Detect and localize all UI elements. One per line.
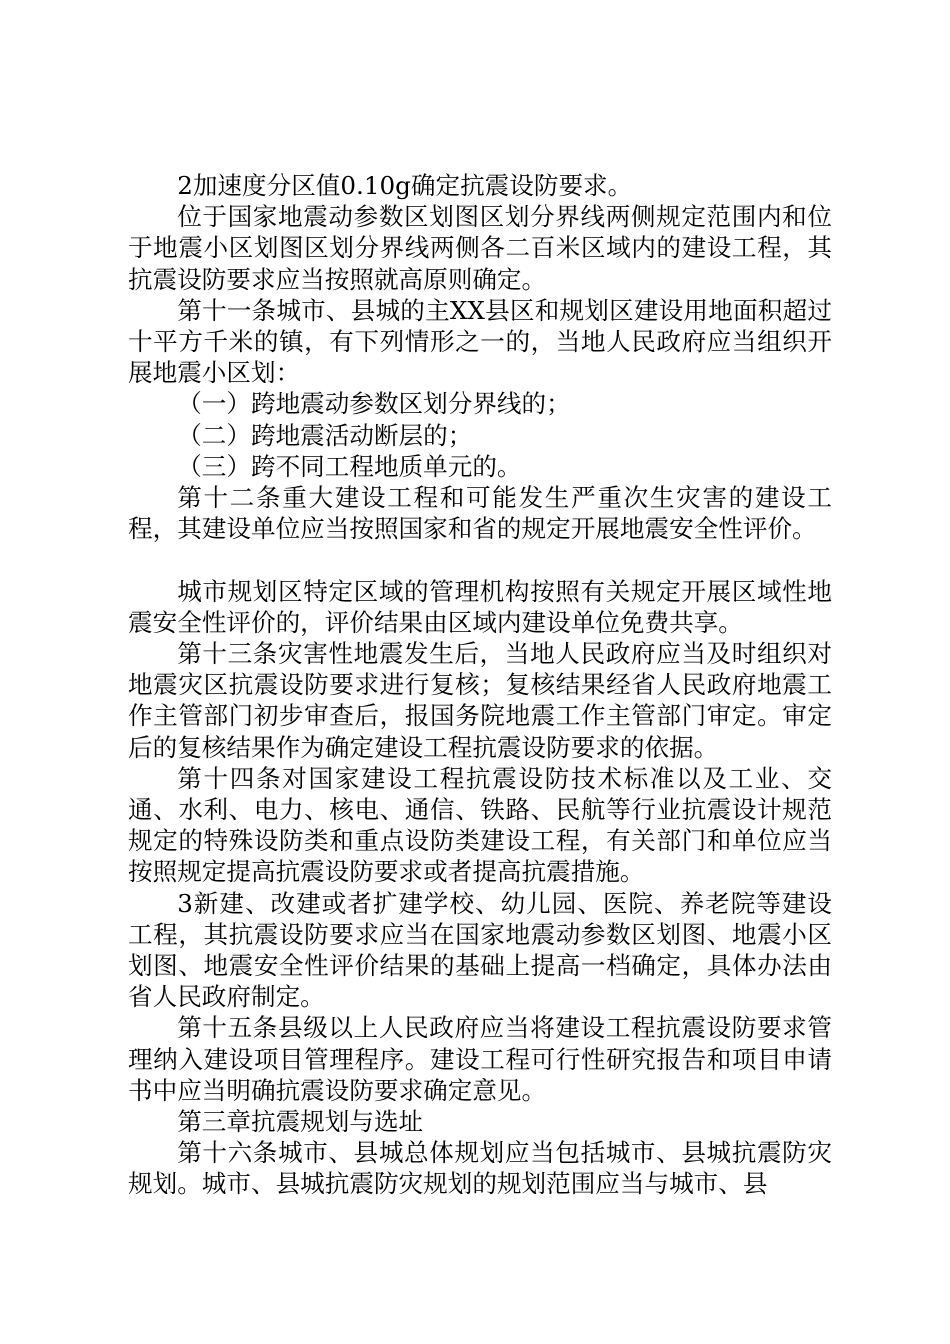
document-body	[128, 170, 832, 1200]
paragraph-article-11: 第十一条城市、县城的主XX县区和规划区建设用地面积超过十平方千米的镇，有下列情形之一的，当地人民政府应当组织开展地震小区划：	[128, 295, 832, 388]
paragraph-article-13: 第十三条灾害性地震发生后，当地人民政府应当及时组织对地震灾区抗震设防要求进行复核；复核结果经省人民政府地震工作主管部门初步审查后，报国务院地震工作主管部门审定。审定后的复核结果作为确定建设工程抗震设防要求的依据。	[128, 639, 832, 762]
paragraph-article-12: 第十二条重大建设工程和可能发生严重次生灾害的建设工程，其建设单位应当按照国家和省的规定开展地震安全性评价。	[128, 483, 832, 544]
list-item-3: （三）跨不同工程地质单元的。	[177, 451, 522, 481]
list-item-1: （一）跨地震动参数区划分界线的；	[177, 389, 571, 419]
paragraph-article-14: 第十四条对国家建设工程抗震设防技术标准以及工业、交通、水利、电力、核电、通信、铁路、民航等行业抗震设计规范规定的特殊设防类和重点设防类建设工程，有关部门和单位应当按照规定提高抗震设防要求或者提高抗震措施。	[128, 763, 832, 887]
paragraph-article-16: 第十六条城市、县城总体规划应当包括城市、县城抗震防灾规划。城市、县城抗震防灾规划的规划范围应当与城市、县	[128, 1138, 832, 1199]
paragraph-article-15: 第十五条县级以上人民政府应当将建设工程抗震设防要求管理纳入建设项目管理程序。建设工程可行性研究报告和项目申请书中应当明确抗震设防要求确定意见。	[128, 1013, 832, 1105]
paragraph-gap	[128, 544, 832, 575]
paragraph-schools-hospitals: 3新建、改建或者扩建学校、幼儿园、医院、养老院等建设工程，其抗震设防要求应当在国家地震动参数区划图、地震小区划图、地震安全性评价结果的基础上提高一档确定，具体办法由省人民政府制定。	[128, 888, 832, 1012]
paragraph-regional-evaluation: 城市规划区特定区域的管理机构按照有关规定开展区域性地震安全性评价的，评价结果由区域内建设单位免费共享。	[128, 576, 832, 637]
list-item-2: （二）跨地震活动断层的；	[177, 420, 473, 450]
paragraph-boundary-rule: 位于国家地震动参数区划图区划分界线两侧规定范围内和位于地震小区划图区划分界线两侧各二百米区域内的建设工程，其抗震设防要求应当按照就高原则确定。	[128, 202, 832, 294]
paragraph-acceleration: 2加速度分区值0.10g确定抗震设防要求。	[177, 171, 633, 200]
chapter-heading: 第三章抗震规划与选址	[177, 1107, 424, 1137]
